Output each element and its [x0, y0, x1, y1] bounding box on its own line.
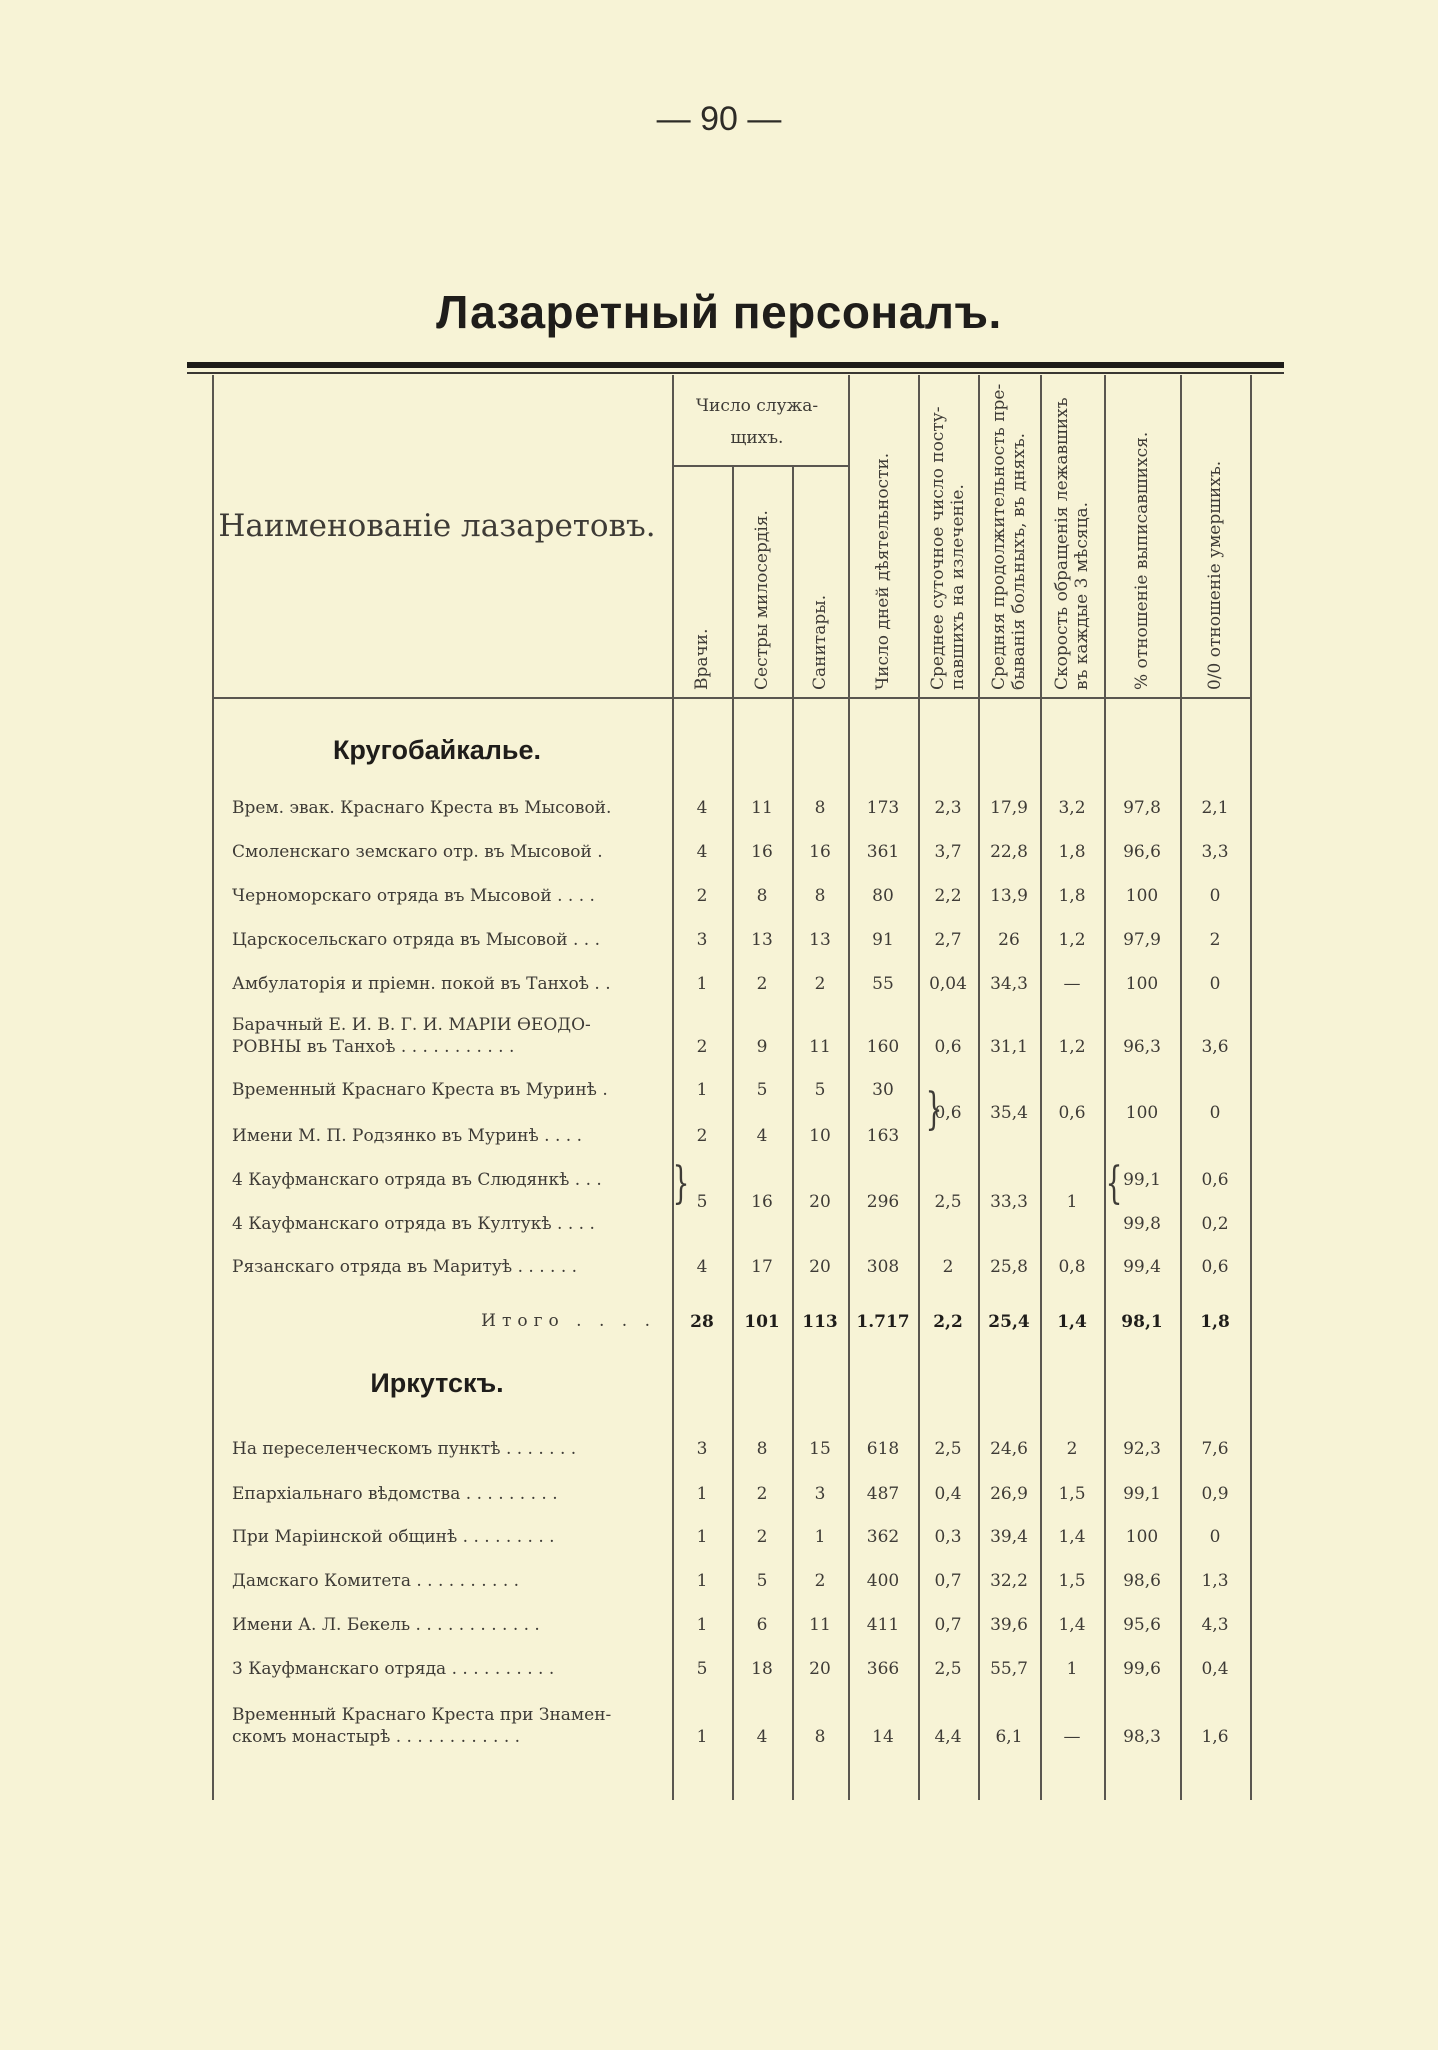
row-name: Временный Краснаго Креста при Знамен-: [232, 1705, 612, 1725]
cell-died: 3,3: [1201, 842, 1229, 862]
cell-n: 17: [751, 1257, 773, 1277]
cell-d: 1: [696, 1615, 708, 1635]
header-avg-stay: [989, 384, 1029, 690]
cell-o: 15: [809, 1439, 831, 1459]
header-line: Сестры милосердія.: [752, 510, 772, 690]
row-name: Временный Краснаго Креста въ Муринѣ .: [232, 1080, 608, 1100]
row-name: Врем. эвак. Краснаго Креста въ Мысовой.: [232, 798, 612, 818]
cell-avg: 0,7: [934, 1615, 962, 1635]
cell-dis: 98,3: [1123, 1727, 1161, 1747]
cell-died: 0,2: [1201, 1214, 1229, 1234]
cell-turn: 1,5: [1058, 1571, 1086, 1591]
cell-dis: 99,1: [1123, 1170, 1161, 1190]
cell-dis: 99,1: [1123, 1484, 1161, 1504]
cell-d: 1: [696, 1727, 708, 1747]
cell-days: 618: [866, 1439, 900, 1459]
cell-days: 30: [872, 1080, 894, 1100]
cell-dis: 99,4: [1123, 1257, 1161, 1277]
cell-avg: 2,3: [934, 798, 962, 818]
cell-days: 487: [866, 1484, 900, 1504]
page-number: — 90 —: [656, 100, 782, 138]
cell-dis: 95,6: [1123, 1615, 1161, 1635]
cell-died: 0: [1209, 1527, 1221, 1547]
cell-days: 308: [866, 1257, 900, 1277]
merged-cell-dis: 100: [1125, 1103, 1159, 1123]
cell-died: 2: [1209, 930, 1221, 950]
cell-n: 2: [756, 974, 768, 994]
cell-n: 8: [756, 1439, 768, 1459]
cell-stay: 55,7: [990, 1659, 1028, 1679]
cell-o: 8: [814, 798, 826, 818]
cell-days: 411: [866, 1615, 900, 1635]
cell-o: 2: [814, 1571, 826, 1591]
cell-died: 2,1: [1201, 798, 1229, 818]
cell-stay: 34,3: [990, 974, 1028, 994]
row-name: Барачный Е. И. В. Г. И. МАРІИ ѲЕОДО-: [232, 1015, 591, 1035]
header-orderlies: [810, 595, 830, 690]
cell-days: 91: [872, 930, 894, 950]
section-title: Кругобайкалье.: [332, 735, 542, 765]
total-cell-d: 28: [690, 1312, 714, 1332]
cell-avg: 4,4: [934, 1727, 962, 1747]
merged-cell-died: 0: [1209, 1103, 1221, 1123]
cell-stay: 39,6: [990, 1615, 1028, 1635]
total-cell-turn: 1,4: [1057, 1312, 1087, 1332]
row-name: 4 Кауфманскаго отряда въ Култукѣ . . . .: [232, 1214, 595, 1234]
cell-stay: 13,9: [990, 886, 1028, 906]
cell-dis: 92,3: [1123, 1439, 1161, 1459]
header-line: быванія больныхъ, въ дняхъ.: [1009, 432, 1029, 690]
cell-died: 4,3: [1201, 1615, 1229, 1635]
merged-cell-avg: 2,5: [934, 1192, 962, 1212]
brace-kaufman-right: {: [1105, 1158, 1123, 1209]
cell-o: 20: [809, 1257, 831, 1277]
row-name: Черноморскаго отряда въ Мысовой . . . .: [232, 886, 595, 906]
table-left-border: [212, 375, 214, 1800]
cell-o: 11: [809, 1615, 831, 1635]
header-name-column: Наименованіе лазаретовъ.: [218, 508, 656, 544]
brace-murin: }: [925, 1084, 943, 1135]
cell-stay: 31,1: [990, 1037, 1028, 1057]
merged-cell-d: 5: [696, 1192, 708, 1212]
page-title: Лазаретный персоналъ.: [436, 286, 1002, 338]
cell-stay: 39,4: [990, 1527, 1028, 1547]
row-name: Смоленскаго земскаго отр. въ Мысовой .: [232, 842, 603, 862]
cell-turn: 1,5: [1058, 1484, 1086, 1504]
cell-n: 13: [751, 930, 773, 950]
cell-stay: 24,6: [990, 1439, 1028, 1459]
total-cell-stay: 25,4: [988, 1312, 1030, 1332]
cell-days: 400: [866, 1571, 900, 1591]
cell-d: 1: [696, 1080, 708, 1100]
cell-n: 5: [756, 1080, 768, 1100]
cell-n: 2: [756, 1484, 768, 1504]
header-nurses: [752, 510, 772, 690]
table-right-border: [1250, 375, 1252, 1800]
row-name: Рязанскаго отряда въ Маритуѣ . . . . . .: [232, 1257, 578, 1277]
cell-n: 5: [756, 1571, 768, 1591]
cell-days: 163: [866, 1126, 900, 1146]
cell-died: 0: [1209, 974, 1221, 994]
cell-days: 14: [872, 1727, 894, 1747]
cell-d: 1: [696, 1527, 708, 1547]
total-cell-o: 113: [802, 1312, 838, 1332]
merged-cell-avg: 0,6: [934, 1103, 962, 1123]
cell-o: 11: [809, 1037, 831, 1057]
row-name: Царскосельскаго отряда въ Мысовой . . .: [232, 930, 600, 950]
cell-turn: 1,2: [1058, 930, 1086, 950]
row-name: При Маріинской общинѣ . . . . . . . . .: [232, 1527, 555, 1547]
cell-o: 1: [814, 1527, 826, 1547]
total-cell-dis: 98,1: [1121, 1312, 1163, 1332]
merged-cell-days: 296: [866, 1192, 900, 1212]
cell-n: 11: [751, 798, 773, 818]
cell-o: 13: [809, 930, 831, 950]
cell-turn: 3,2: [1058, 798, 1086, 818]
cell-n: 16: [751, 842, 773, 862]
top-rule: [187, 362, 1284, 368]
cell-d: 3: [696, 1439, 708, 1459]
cell-days: 160: [866, 1037, 900, 1057]
cell-died: 0,6: [1201, 1257, 1229, 1277]
cell-days: 362: [866, 1527, 900, 1547]
cell-avg: 0,4: [934, 1484, 962, 1504]
cell-d: 4: [696, 842, 708, 862]
merged-cell-n: 16: [751, 1192, 773, 1212]
total-cell-days: 1.717: [856, 1312, 910, 1332]
cell-turn: 1: [1066, 1659, 1078, 1679]
row-name: Имени А. Л. Бекель . . . . . . . . . . . .: [232, 1615, 540, 1635]
cell-dis: 97,8: [1123, 798, 1161, 818]
header-bottom-rule: [212, 697, 1250, 699]
header-avg-daily: [928, 407, 968, 690]
cell-avg: 0,04: [929, 974, 967, 994]
cell-died: 3,6: [1201, 1037, 1229, 1057]
cell-turn: 1,8: [1058, 886, 1086, 906]
header-line: Средняя продолжительность пре-: [989, 383, 1009, 690]
merged-cell-turn: 0,6: [1058, 1103, 1086, 1123]
cell-n: 9: [756, 1037, 768, 1057]
cell-stay: 26: [998, 930, 1020, 950]
cell-dis: 100: [1125, 1527, 1159, 1547]
brace-kaufman-left: }: [672, 1158, 690, 1209]
total-cell-n: 101: [744, 1312, 780, 1332]
row-name: 3 Кауфманскаго отряда . . . . . . . . . .: [232, 1659, 555, 1679]
cell-avg: 0,7: [934, 1571, 962, 1591]
cell-o: 5: [814, 1080, 826, 1100]
cell-d: 1: [696, 1484, 708, 1504]
merged-cell-turn: 1: [1066, 1192, 1078, 1212]
merged-cell-stay: 35,4: [990, 1103, 1028, 1123]
row-name: На переселенческомъ пунктѣ . . . . . . .: [232, 1439, 577, 1459]
cell-o: 8: [814, 1727, 826, 1747]
cell-died: 1,3: [1201, 1571, 1229, 1591]
merged-cell-stay: 33,3: [990, 1192, 1028, 1212]
header-line: Число дней дѣятельности.: [873, 452, 893, 690]
cell-turn: 0,8: [1058, 1257, 1086, 1277]
cell-days: 361: [866, 842, 900, 862]
cell-avg: 2,5: [934, 1659, 962, 1679]
header-line: Скорость обращенія лежавшихъ: [1052, 397, 1072, 690]
row-name: Епархіальнаго вѣдомства . . . . . . . . .: [232, 1484, 558, 1504]
cell-stay: 32,2: [990, 1571, 1028, 1591]
cell-o: 8: [814, 886, 826, 906]
cell-o: 10: [809, 1126, 831, 1146]
total-cell-died: 1,8: [1200, 1312, 1230, 1332]
cell-died: 0,4: [1201, 1659, 1229, 1679]
cell-dis: 100: [1125, 974, 1159, 994]
cell-n: 18: [751, 1659, 773, 1679]
cell-d: 1: [696, 974, 708, 994]
cell-turn: 2: [1066, 1439, 1078, 1459]
cell-dis: 99,8: [1123, 1214, 1161, 1234]
cell-d: 4: [696, 1257, 708, 1277]
cell-d: 1: [696, 1571, 708, 1591]
cell-died: 0,9: [1201, 1484, 1229, 1504]
total-cell-avg: 2,2: [933, 1312, 963, 1332]
merged-cell-o: 20: [809, 1192, 831, 1212]
cell-avg: 2,7: [934, 930, 962, 950]
staff-group-rule: [672, 465, 848, 467]
cell-turn: 1,4: [1058, 1615, 1086, 1635]
cell-avg: 0,6: [934, 1037, 962, 1057]
cell-dis: 96,3: [1123, 1037, 1161, 1057]
section-title: Иркутскъ.: [370, 1368, 504, 1398]
cell-dis: 96,6: [1123, 842, 1161, 862]
header-line: Санитары.: [810, 594, 830, 690]
cell-died: 0,6: [1201, 1170, 1229, 1190]
cell-days: 55: [872, 974, 894, 994]
row-name: скомъ монастырѣ . . . . . . . . . . . .: [232, 1727, 521, 1747]
row-name: Амбулаторія и пріемн. покой въ Танхоѣ . .: [232, 974, 611, 994]
header-doctors: [692, 629, 712, 690]
header-line: павшихъ на излеченіе.: [948, 484, 968, 690]
cell-stay: 6,1: [995, 1727, 1023, 1747]
cell-o: 2: [814, 974, 826, 994]
cell-dis: 100: [1125, 886, 1159, 906]
header-line: Врачи.: [692, 628, 712, 690]
cell-o: 20: [809, 1659, 831, 1679]
cell-o: 3: [814, 1484, 826, 1504]
row-name: Дамскаго Комитета . . . . . . . . . .: [232, 1571, 520, 1591]
cell-n: 4: [756, 1126, 768, 1146]
cell-dis: 98,6: [1123, 1571, 1161, 1591]
cell-days: 173: [866, 798, 900, 818]
header-line: 0/0 отношеніе умершихъ.: [1205, 460, 1225, 690]
header-pct-died: [1205, 461, 1225, 690]
row-name: РОВНЫ въ Танхоѣ . . . . . . . . . . .: [232, 1037, 515, 1057]
cell-avg: 0,3: [934, 1527, 962, 1547]
header-pct-discharged: [1132, 432, 1152, 690]
row-name: 4 Кауфманскаго отряда въ Слюдянкѣ . . .: [232, 1170, 602, 1190]
cell-n: 4: [756, 1727, 768, 1747]
row-name: Имени М. П. Родзянко въ Муринѣ . . . .: [232, 1126, 582, 1146]
cell-n: 8: [756, 886, 768, 906]
cell-avg: 2: [942, 1257, 954, 1277]
cell-turn: 1,8: [1058, 842, 1086, 862]
header-line: въ каждые 3 мѣсяца.: [1072, 501, 1092, 690]
cell-avg: 2,5: [934, 1439, 962, 1459]
cell-turn: 1,2: [1058, 1037, 1086, 1057]
cell-avg: 2,2: [934, 886, 962, 906]
header-staff-group: Число служа- щихъ.: [695, 396, 819, 448]
header-line: Среднее суточное число посту-: [928, 406, 948, 690]
cell-d: 2: [696, 1126, 708, 1146]
cell-d: 5: [696, 1659, 708, 1679]
header-turnover: [1052, 397, 1092, 690]
cell-stay: 22,8: [990, 842, 1028, 862]
cell-days: 366: [866, 1659, 900, 1679]
header-line: % отношеніе выписавшихся.: [1132, 431, 1152, 690]
cell-o: 16: [809, 842, 831, 862]
cell-d: 2: [696, 1037, 708, 1057]
cell-d: 3: [696, 930, 708, 950]
cell-stay: 25,8: [990, 1257, 1028, 1277]
header-days: [873, 453, 893, 690]
cell-died: 7,6: [1201, 1439, 1229, 1459]
cell-dis: 97,9: [1123, 930, 1161, 950]
cell-died: 0: [1209, 886, 1221, 906]
cell-stay: 17,9: [990, 798, 1028, 818]
total-label: Итого . . . .: [481, 1311, 656, 1331]
cell-avg: 3,7: [934, 842, 962, 862]
cell-dis: 99,6: [1123, 1659, 1161, 1679]
cell-died: 1,6: [1201, 1727, 1229, 1747]
cell-turn: —: [1063, 974, 1081, 994]
cell-turn: 1,4: [1058, 1527, 1086, 1547]
cell-stay: 26,9: [990, 1484, 1028, 1504]
cell-d: 2: [696, 886, 708, 906]
cell-n: 2: [756, 1527, 768, 1547]
top-rule-thin: [187, 372, 1284, 374]
cell-d: 4: [696, 798, 708, 818]
cell-turn: —: [1063, 1727, 1081, 1747]
cell-n: 6: [756, 1615, 768, 1635]
cell-days: 80: [872, 886, 894, 906]
